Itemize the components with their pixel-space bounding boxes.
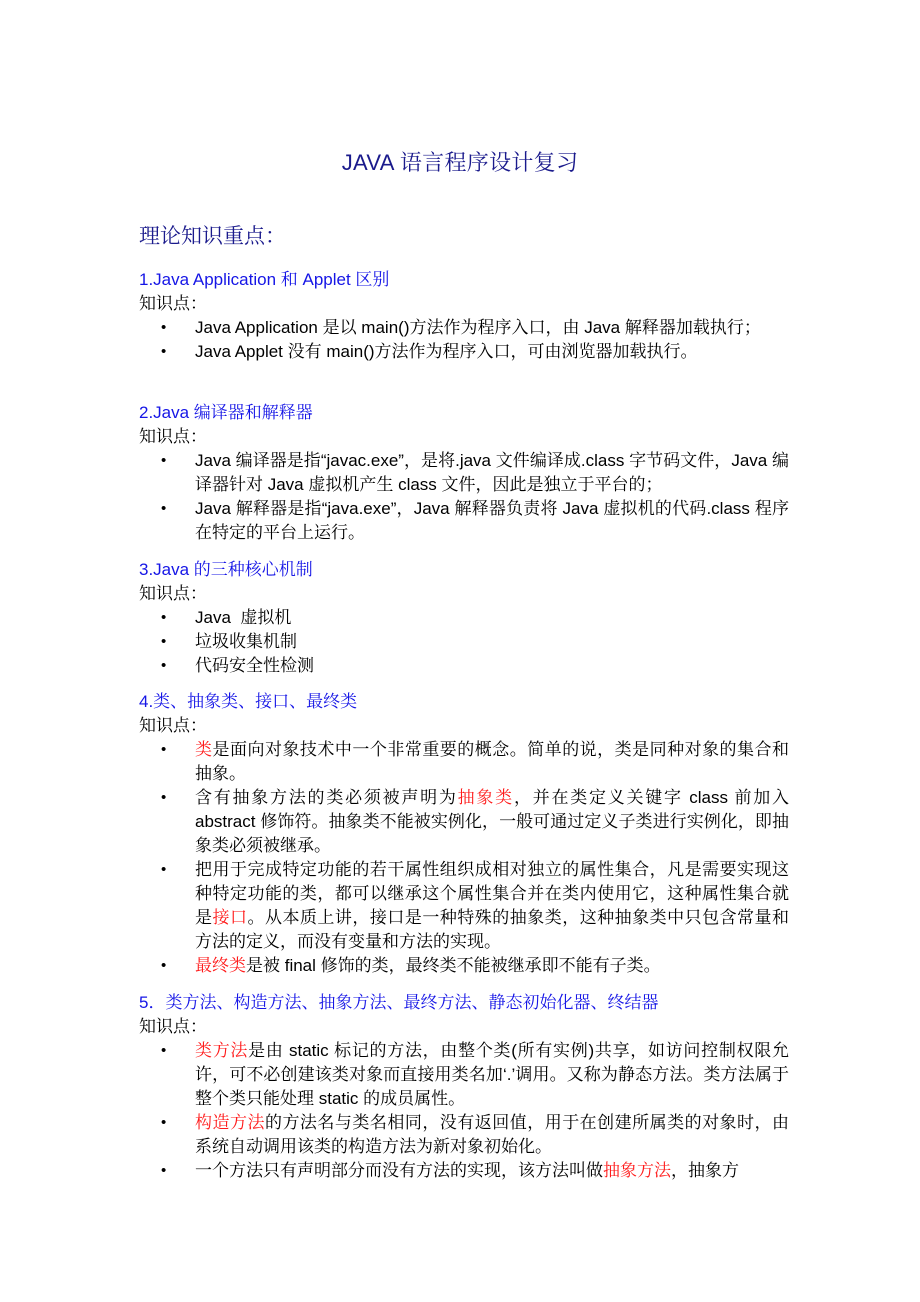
list-item: • 把用于完成特定功能的若干属性组织成相对独立的属性集合，凡是需要实现这种特定功能的类，都可以继承这个属性集合并在类内使用它，这种属性集合就是接口。从本质上讲，接口是一种特殊的抽象类，这种抽象类中只包含常量和方法的定义，而没有变量和方法的实现。 <box>139 858 789 954</box>
section-title: 3.Java 的三种核心机制 <box>139 560 313 579</box>
bullet-list <box>139 738 789 978</box>
list-item: • 类方法是由 static 标记的方法，由整个类(所有实例)共享，如访问控制权限允许，可不必创建该类对象而直接用类名加‘.’调用。又称为静态方法。类方法属于整个类只能处理 static 的成员属性。 <box>139 1039 789 1111</box>
section-2 <box>139 401 789 545</box>
list-item: • Java 编译器是指“javac.exe”，是将.java 文件编译成.class 字节码文件，Java 编译器针对 Java 虚拟机产生 class 文件，因此是独立于平台的； <box>139 449 789 497</box>
section-4 <box>139 690 789 978</box>
section-1 <box>139 268 789 364</box>
list-item: • 一个方法只有声明部分而没有方法的实现，该方法叫做抽象方法，抽象方 <box>139 1159 789 1183</box>
knowledge-label: 知识点： <box>139 716 207 735</box>
list-item: • Java Application 是以 main()方法作为程序入口，由 Java 解释器加载执行； <box>139 316 789 340</box>
bullet-list <box>139 1039 789 1183</box>
list-item: • 类是面向对象技术中一个非常重要的概念。简单的说，类是同种对象的集合和抽象。 <box>139 738 789 786</box>
list-item: • Java 解释器是指“java.exe”，Java 解释器负责将 Java 虚拟机的代码.class 程序在特定的平台上运行。 <box>139 497 789 545</box>
list-item: • 代码安全性检测 <box>139 654 789 678</box>
bullet-list <box>139 316 789 364</box>
bullet-list <box>139 449 789 545</box>
section-3 <box>139 558 789 678</box>
list-item: • 垃圾收集机制 <box>139 630 789 654</box>
main-heading: 理论知识重点： <box>139 225 286 248</box>
list-item: • Java 虚拟机 <box>139 606 789 630</box>
knowledge-label: 知识点： <box>139 294 207 313</box>
document-title: JAVA 语言程序设计复习 <box>341 150 579 175</box>
section-title: 4.类、抽象类、接口、最终类 <box>139 692 358 711</box>
list-item: • 构造方法的方法名与类名相同，没有返回值，用于在创建所属类的对象时，由系统自动调用该类的构造方法为新对象初始化。 <box>139 1111 789 1159</box>
bullet-list <box>139 606 789 678</box>
section-title: 2.Java 编译器和解释器 <box>139 403 313 422</box>
knowledge-label: 知识点： <box>139 427 207 446</box>
knowledge-label: 知识点： <box>139 1017 207 1036</box>
section-title: 1.Java Application 和 Applet 区别 <box>139 270 390 289</box>
list-item: • Java Applet 没有 main()方法作为程序入口，可由浏览器加载执行。 <box>139 340 789 364</box>
knowledge-label: 知识点： <box>139 584 207 603</box>
section-5 <box>139 991 789 1183</box>
list-item: • 含有抽象方法的类必须被声明为抽象类，并在类定义关键字 class 前加入 abstract 修饰符。抽象类不能被实例化，一般可通过定义子类进行实例化，即抽象类必须被继承。 <box>139 786 789 858</box>
section-title: 5．类方法、构造方法、抽象方法、最终方法、静态初始化器、终结器 <box>139 993 659 1012</box>
list-item: • 最终类是被 final 修饰的类，最终类不能被继承即不能有子类。 <box>139 954 789 978</box>
